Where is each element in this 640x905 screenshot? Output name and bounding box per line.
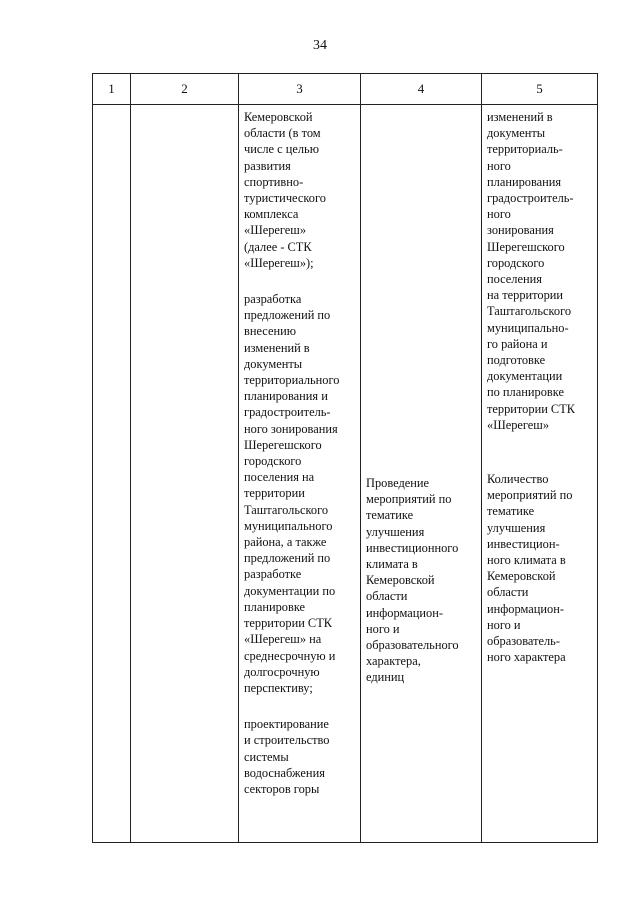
header-cell-4: 4 — [361, 74, 482, 105]
table-header-row — [93, 74, 598, 105]
col3-block-3: проектирование и строительство системы водоснабжения секторов горы — [244, 717, 330, 796]
page-number: 34 — [313, 38, 327, 53]
cell-col3 — [239, 105, 361, 843]
col3-block-1: Кемеровской области (в том числе с целью развития спортивно- туристического комплекса «Шерегеш» (далее - СТК «Шерегеш»); — [244, 110, 326, 270]
col4-text: Проведение мероприятий по тематике улучшения инвестиционного климата в Кемеровской области информацион- ного и образовательного характера, единиц — [366, 476, 459, 685]
cell-col4 — [361, 105, 482, 843]
header-cell-5: 5 — [482, 74, 598, 105]
col3-block-2: разработка предложений по внесению изменений в документы территориального планирования и градостроитель- ного зонирования Шерегешского городского поселения на территории Таштагольского муниципального района, а также предложений по разработке документации по планировке территории СТК «Шерегеш» на среднесрочную и долгосрочную перспективу; — [244, 292, 340, 695]
table-row — [93, 105, 598, 843]
document-table — [92, 73, 598, 843]
col5-block-2: Количество мероприятий по тематике улучшения инвестицион- ного климата в Кемеровской области информацион- ного и образователь- ного характера — [487, 472, 573, 665]
cell-col2 — [131, 105, 239, 843]
header-cell-2: 2 — [131, 74, 239, 105]
cell-col5 — [482, 105, 598, 843]
col5-block-1: изменений в документы территориаль- ного планирования градостроитель- ного зонирования Шерегешского городского поселения на территории Таштагольского муниципально- го района и подготовке документации по планировке территории СТК «Шерегеш» — [487, 110, 576, 432]
cell-col1 — [93, 105, 131, 843]
header-cell-1: 1 — [93, 74, 131, 105]
header-cell-3: 3 — [239, 74, 361, 105]
